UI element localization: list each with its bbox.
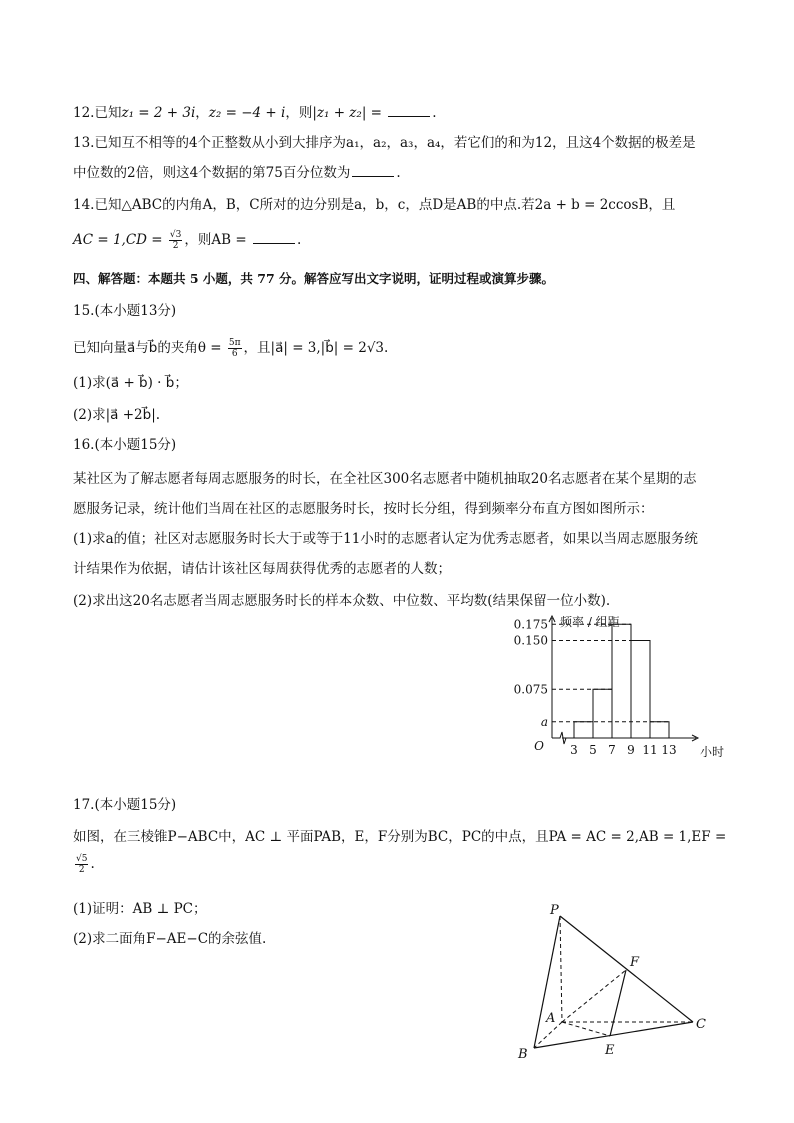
label-a: A <box>546 1011 556 1026</box>
question-15-stem: 已知向量a⃗与b⃗的夹角θ = $\frac{5\pi}{6}$ ，且|a⃗| = 3,|b⃗| = 2√3. <box>73 338 389 359</box>
question-15-part2: (2)求|a⃗ +2b⃗|. <box>73 407 161 423</box>
histogram-bar <box>631 641 650 739</box>
label-p: P <box>550 903 559 918</box>
question-14-line1: 14.已知△ABC的内角A，B，C所对的边分别是a，b，c，点D是AB的中点.若2a + b = 2ccosB，且 <box>73 197 676 213</box>
question-15-header: 15.(本小题13分) <box>73 303 177 319</box>
answer-blank[interactable] <box>388 104 430 117</box>
question-17-line1: 如图，在三棱锥P−ABC中，AC ⊥ 平面PAB，E，F分别为BC，PC的中点，且PA = AC = 2,AB = 1,EF = <box>73 829 727 845</box>
origin-label: O <box>534 739 544 753</box>
question-16-line2: 愿服务记录，统计他们当周在社区的志愿服务时长，按时长分组，得到频率分布直方图如图所示： <box>73 501 654 517</box>
y-tick-label: a <box>540 714 548 729</box>
label-e: E <box>605 1043 615 1058</box>
frequency-histogram <box>500 612 730 762</box>
label-b: B <box>518 1047 528 1062</box>
y-tick-label: 0.175 <box>513 617 548 632</box>
segment-af-hidden <box>562 970 626 1022</box>
fraction-ef: $\frac{√5}{2}$ <box>76 854 88 875</box>
question-12: 12.已知z₁ = 2 + 3i，z₂ = −4 + i，则|z₁ + z₂| = . <box>73 105 437 121</box>
question-16-part1b: 计结果作为依据，请估计该社区每周获得优秀的志愿者的人数； <box>73 561 451 577</box>
question-16-line1: 某社区为了解志愿者每周志愿服务的时长，在全社区300名志愿者中随机抽取20名志愿者在某个星期的志 <box>73 471 697 487</box>
question-14-line2: AC = 1,CD = $\frac{√3}{2}$ ，则AB = . <box>73 230 302 251</box>
answer-blank[interactable] <box>253 231 295 244</box>
x-tick-label: 13 <box>661 743 677 757</box>
label-c: C <box>696 1017 706 1032</box>
histogram-bar <box>612 624 631 738</box>
y-tick-label: 0.150 <box>513 633 548 648</box>
tetrahedron-figure <box>510 898 720 1063</box>
histogram-bar <box>574 722 593 738</box>
question-17-part1: (1)证明：AB ⊥ PC； <box>73 901 207 917</box>
x-tick-label: 5 <box>589 743 597 757</box>
histogram-bar <box>650 722 669 738</box>
segment-fe <box>610 970 626 1036</box>
question-17-header: 17.(本小题15分) <box>73 797 177 813</box>
x-axis-title: 小时 <box>700 745 725 759</box>
question-13-line1: 13.已知互不相等的4个正整数从小到大排序为a₁，a₂，a₃，a₄，若它们的和为12，且这4个数据的极差是 <box>73 135 696 151</box>
question-15-part1: (1)求(a⃗ + b⃗) · b⃗； <box>73 375 188 391</box>
edge-pb <box>534 916 560 1048</box>
y-axis-title: 频率 / 组距 <box>560 615 620 629</box>
z2-expression: z₂ = −4 + i <box>208 105 286 121</box>
question-17-ef: $\frac{√5}{2}$ . <box>76 854 95 875</box>
label-f: F <box>630 955 640 970</box>
y-tick-label: 0.075 <box>513 682 548 697</box>
x-tick-label: 3 <box>570 743 578 757</box>
section-4-heading: 四、解答题：本题共 5 小题，共 77 分。解答应写出文字说明，证明过程或演算步骤。 <box>73 271 555 286</box>
x-tick-label: 7 <box>608 743 616 757</box>
answer-blank[interactable] <box>352 164 394 177</box>
fraction-cd: $\frac{√3}{2}$ <box>169 230 182 251</box>
question-16-part2: (2)求出这20名志愿者当周志愿服务时长的样本众数、中位数、平均数(结果保留一位小数). <box>73 593 611 609</box>
fraction-theta: $\frac{5\pi}{6}$ <box>228 338 241 359</box>
question-16-header: 16.(本小题15分) <box>73 437 177 453</box>
z1-expression: z₁ = 2 + 3i <box>121 105 196 121</box>
question-13-line2: 中位数的2倍，则这4个数据的第75百分位数为 . <box>73 165 401 181</box>
histogram-bar <box>593 689 612 738</box>
question-17-part2: (2)求二面角F−AE−C的余弦值. <box>73 931 267 947</box>
question-16-part1a: (1)求a的值；社区对志愿服务时长大于或等于11小时的志愿者认定为优秀志愿者，如果以当周志愿服务统 <box>73 531 698 547</box>
edge-pa-hidden <box>560 916 562 1022</box>
abs-expression: |z₁ + z₂| = <box>312 105 382 121</box>
edge-pc <box>560 916 693 1022</box>
x-tick-label: 9 <box>627 743 635 757</box>
x-tick-label: 11 <box>642 743 658 757</box>
segment-ae-hidden <box>562 1022 610 1036</box>
